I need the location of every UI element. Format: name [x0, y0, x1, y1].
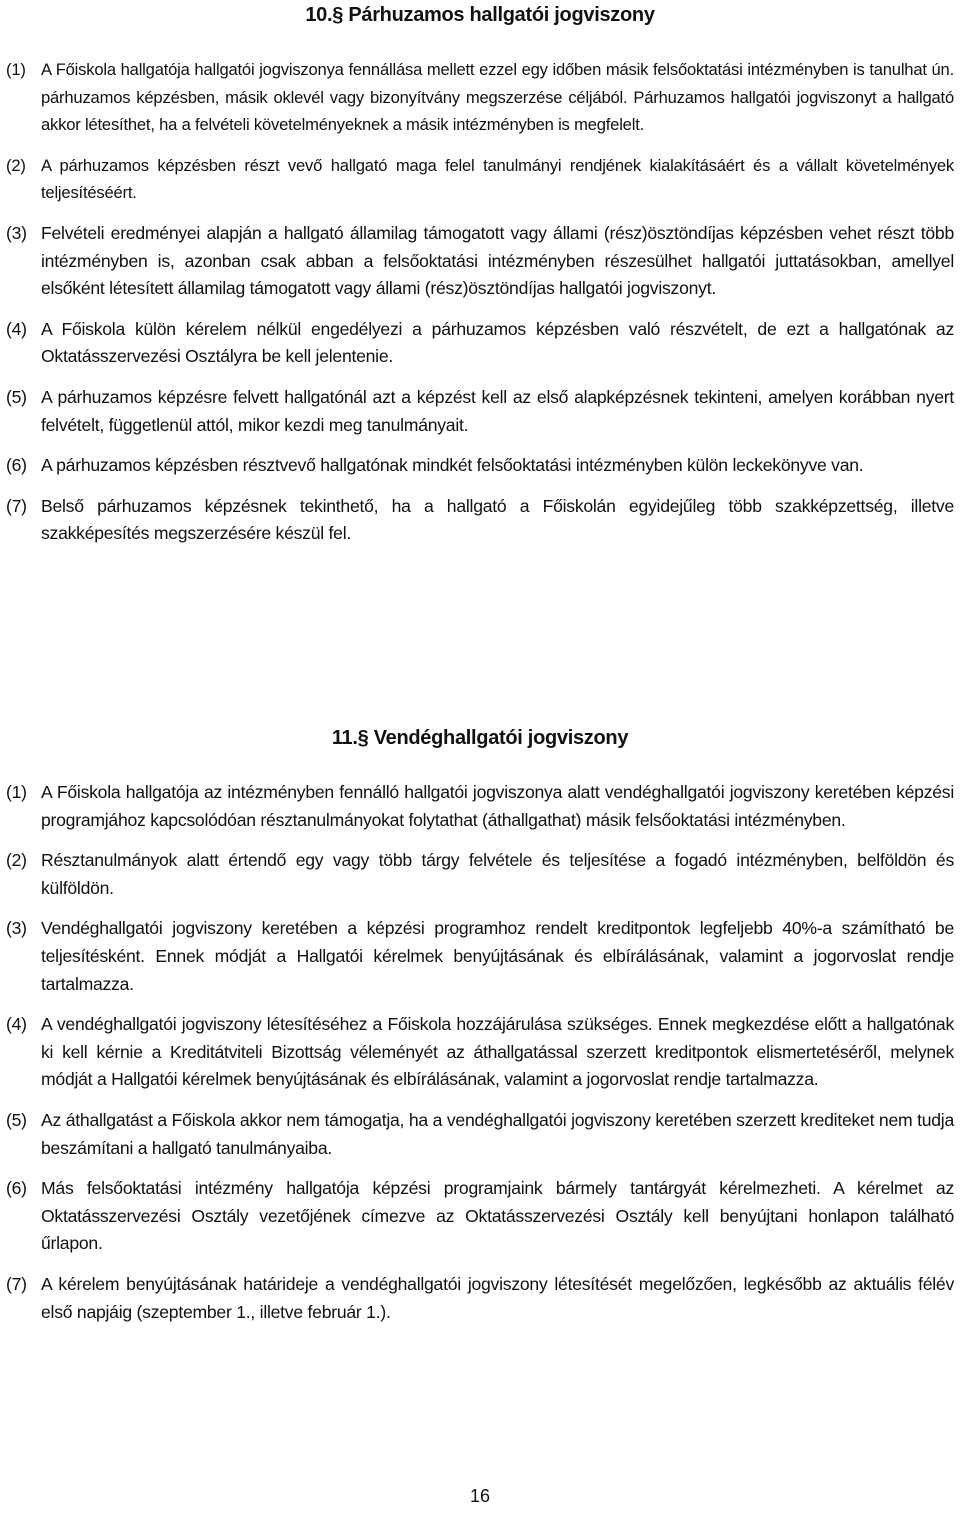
- paragraph-text: Az áthallgatást a Főiskola akkor nem támogatja, ha a vendéghallgatói jogviszony keretében szerzett krediteket nem tudja beszámítani a hallgató tanulmányaiba.: [41, 1109, 954, 1158]
- paragraph: [0, 56, 960, 139]
- paragraph-text: Vendéghallgatói jogviszony keretében a képzési programhoz rendelt kreditpontok legfeljebb 40%-a számítható be teljesítésként. Ennek módját a Hallgatói kérelmek benyújtásának és elbírálásának, valamint a jogorvoslat rendje tartalmazza.: [41, 918, 954, 994]
- paragraph: [0, 493, 960, 548]
- paragraph-text: A párhuzamos képzésben részt vevő hallgató maga felel tanulmányi rendjének kialakításáért és a vállalt követelmények teljesítéséért.: [41, 155, 954, 203]
- paragraph: [0, 452, 960, 480]
- paragraph-number: (3): [6, 918, 27, 939]
- paragraph-text: A Főiskola külön kérelem nélkül engedélyezi a párhuzamos képzésben való részvételt, de ezt a hallgatónak az Oktatásszervezési Osztályra be kell jelentenie.: [41, 318, 954, 367]
- paragraph-text: Résztanulmányok alatt értendő egy vagy több tárgy felvétele és teljesítése a fogadó intézményben, belföldön és külföldön.: [41, 850, 954, 898]
- paragraph-number: (1): [6, 60, 26, 79]
- paragraph: [0, 1271, 960, 1326]
- paragraph-number: (6): [6, 455, 27, 476]
- section-title: 11.§ Vendéghallgatói jogviszony: [331, 727, 629, 749]
- paragraph: [0, 779, 960, 834]
- paragraph-number: (4): [6, 318, 27, 339]
- paragraph: [0, 1011, 960, 1094]
- paragraph: [0, 384, 960, 439]
- section-10: [0, 56, 960, 561]
- paragraph: [0, 1107, 960, 1162]
- paragraph-text: Más felsőoktatási intézmény hallgatója képzési programjaink bármely tantárgyát kérelmezheti. A kérelmet az Oktatásszervezési Osztály vezetőjének címezve az Oktatásszervezési Osztály kell benyújtani honlapon található űrlapon.: [41, 1178, 954, 1254]
- paragraph: [0, 1175, 960, 1258]
- paragraph-number: (5): [6, 1109, 27, 1130]
- paragraph-number: (2): [6, 850, 27, 871]
- paragraph: [0, 316, 960, 371]
- paragraph-text: Belső párhuzamos képzésnek tekinthető, ha a hallgató a Főiskolán egyidejűleg több szakképzettség, illetve szakképesítés megszerzésére készül fel.: [41, 495, 954, 544]
- paragraph-text: Felvételi eredményei alapján a hallgató államilag támogatott vagy állami (rész)ösztöndíjas képzésben vehet részt több intézményben is, azonban csak abban a felsőoktatási intézményben részesülhet hallgatói juttatásokban, amellyel elsőként létesített államilag támogatott vagy állami (rész)ösztöndíjas hallgatói jogviszonyt.: [41, 222, 954, 299]
- section-11: [0, 779, 960, 1339]
- paragraph: [0, 220, 960, 303]
- paragraph-text: A párhuzamos képzésben résztvevő hallgatónak mindkét felsőoktatási intézményben külön leckekönyve van.: [41, 455, 864, 476]
- paragraph-number: (3): [6, 222, 27, 243]
- paragraph-number: (7): [6, 495, 27, 516]
- paragraph: [0, 152, 960, 207]
- paragraph-number: (4): [6, 1014, 27, 1035]
- paragraph-text: A Főiskola hallgatója az intézményben fennálló hallgatói jogviszonya alatt vendéghallgatói jogviszony keretében képzési programjához kapcsolódóan résztanulmányokat folytathat (áthallgathat) másik felsőoktatási intézményben.: [41, 782, 954, 830]
- paragraph: [0, 915, 960, 998]
- paragraph-number: (7): [6, 1273, 27, 1294]
- paragraph: [0, 847, 960, 902]
- page-number: 16: [469, 1486, 491, 1506]
- paragraph-text: A párhuzamos képzésre felvett hallgatónál azt a képzést kell az első alapképzésnek tekinteni, amelyen korábban nyert felvételt, függetlenül attól, mikor kezdi meg tanulmányait.: [41, 386, 954, 435]
- paragraph-text: A kérelem benyújtásának határideje a vendéghallgatói jogviszony létesítését megelőzően, legkésőbb az aktuális félév első napjáig (szeptember 1., illetve február 1.).: [41, 1273, 954, 1322]
- paragraph-number: (5): [6, 386, 27, 407]
- paragraph-text: A vendéghallgatói jogviszony létesítéséhez a Főiskola hozzájárulása szükséges. Ennek megkezdése előtt a hallgatónak ki kell kérnie a Kreditátviteli Bizottság véleményét az áthallgatással szerzett kreditpontok elismertetéséről, melynek módját a Hallgatói kérelmek benyújtásának és elbírálásának, valamint a jogorvoslat rendje tartalmazza.: [41, 1014, 954, 1090]
- section-title: 10.§ Párhuzamos hallgatói jogviszony: [305, 4, 655, 26]
- paragraph-number: (1): [6, 782, 27, 802]
- paragraph-number: (6): [6, 1178, 27, 1199]
- paragraph-text: A Főiskola hallgatója hallgatói jogviszonya fennállása mellett ezzel egy időben másik felsőoktatási intézményben is tanulhat ún. párhuzamos képzésben, másik oklevél vagy bizonyítvány megszerzése céljából. Párhuzamos hallgatói jogviszonyt a hallgató akkor létesíthet, ha a felvételi követelményeknek a másik intézményben is megfelelt.: [41, 60, 954, 135]
- paragraph-number: (2): [6, 155, 26, 175]
